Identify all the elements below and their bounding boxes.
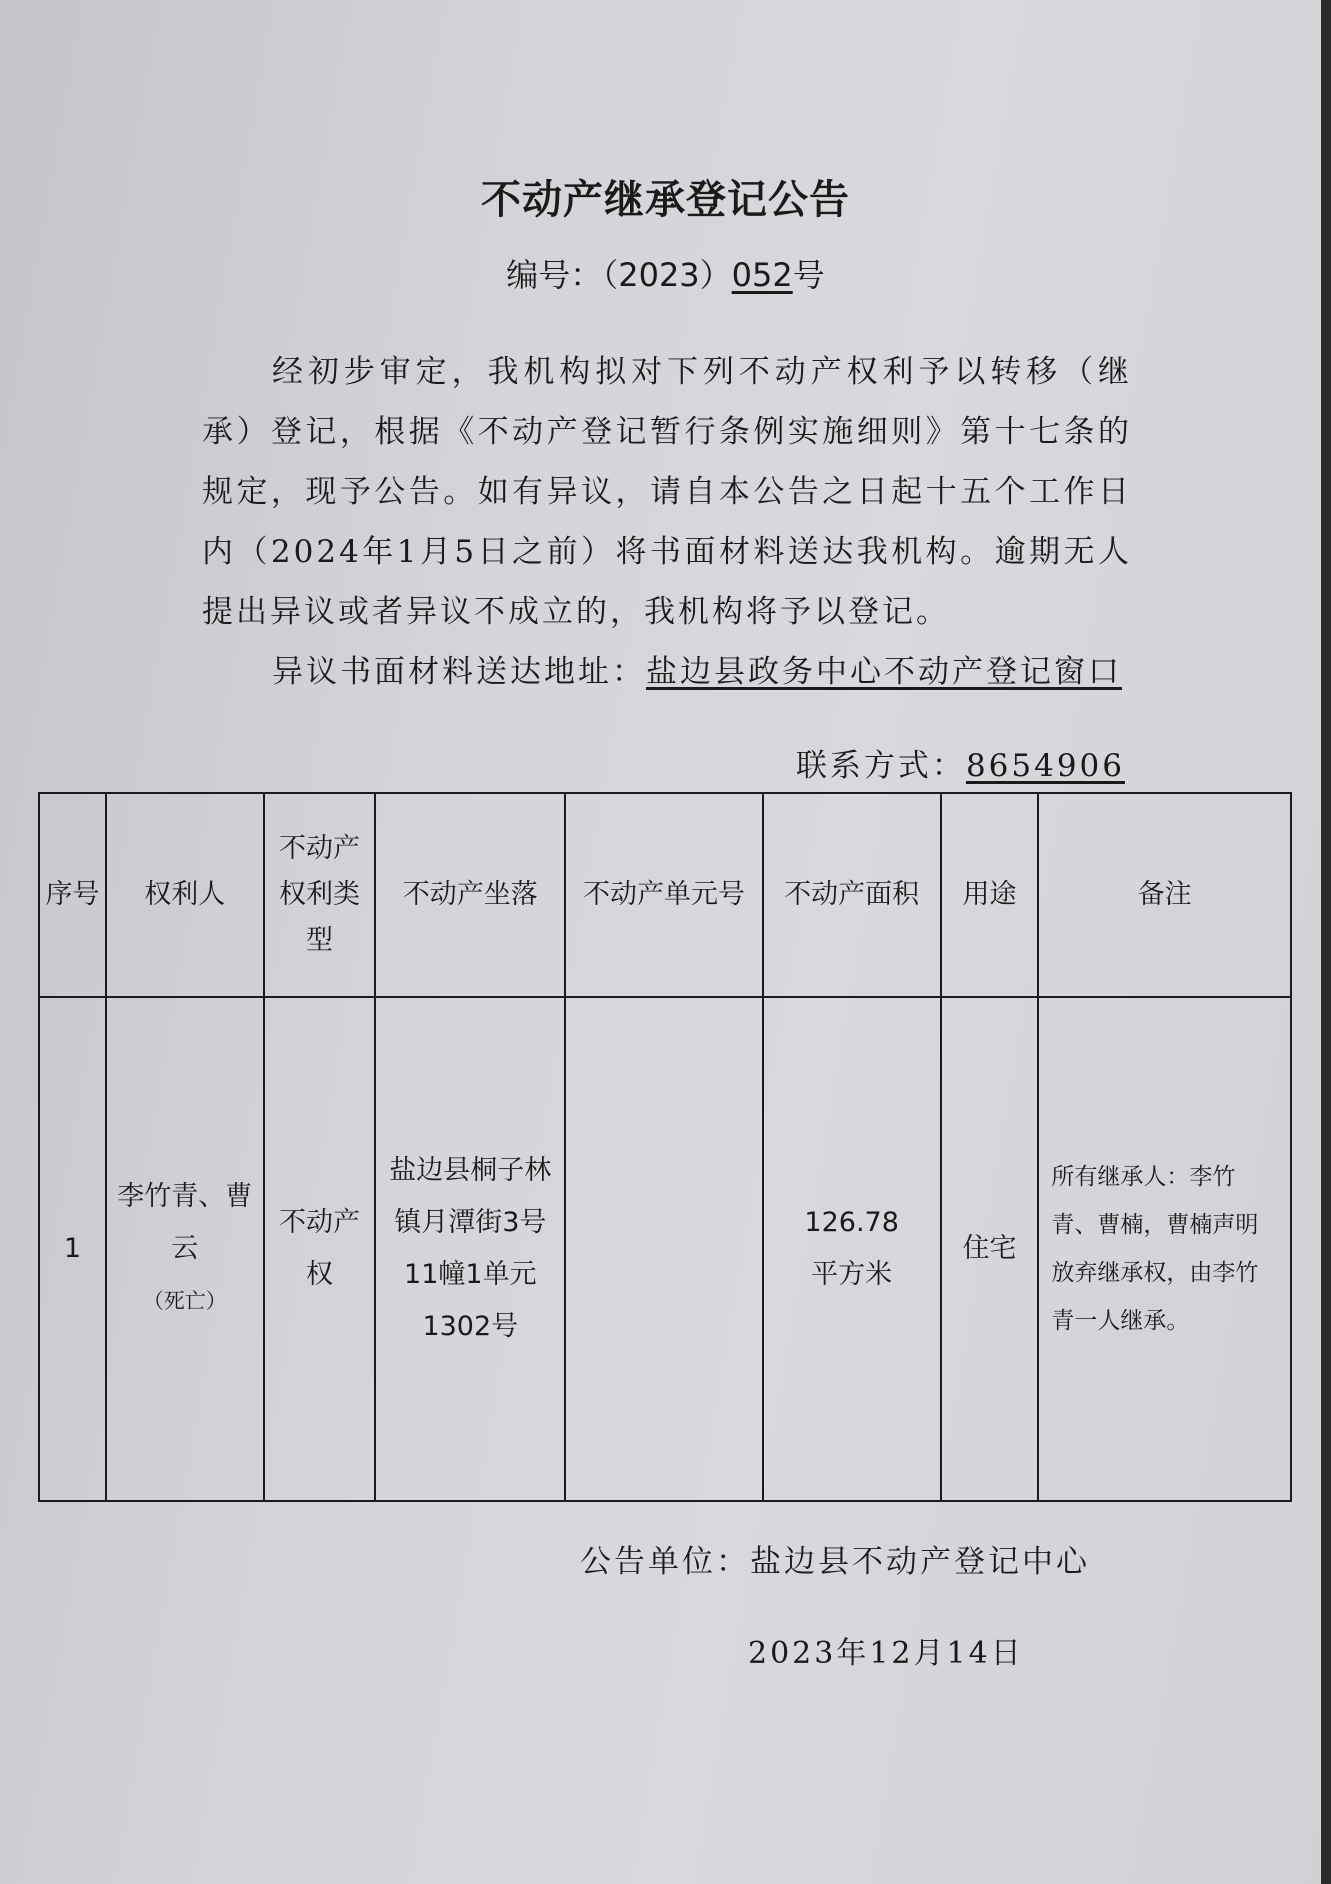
notice-title: 不动产继承登记公告 [481,177,850,223]
contact-label: 联系方式： [795,748,966,784]
area-unit: 平方米 [811,1259,893,1290]
notice-number [0,250,1331,296]
header-holder: 权利人 [106,793,264,997]
table-header-row [39,793,1291,997]
notice-number-suffix: 号 [792,256,825,294]
notice-number-value: 052 [731,256,793,294]
header-remark: 备注 [1038,793,1291,997]
header-area: 不动产面积 [763,793,941,997]
issuing-unit-name: 盐边县不动产登记中心 [750,1544,1090,1580]
header-seq: 序号 [39,793,106,997]
header-right-type: 不动产权利类型 [264,793,376,997]
holder-names: 李竹青、曹云 [117,1181,253,1264]
table-row [39,997,1291,1501]
property-table [38,792,1292,1502]
cell-location: 盐边县桐子林镇月潭街3号11幢1单元1302号 [375,997,565,1501]
holder-deceased-note: （死亡） [142,1289,227,1313]
cell-area [763,997,941,1501]
cell-holder [106,997,264,1501]
cell-right-type: 不动产权 [264,997,376,1501]
area-value: 126.78 [804,1207,899,1238]
issue-date: 2023年12月14日 [748,1636,1024,1671]
cell-unit-no [565,997,763,1501]
notice-paragraph: 经初步审定，我机构拟对下列不动产权利予以转移（继承）登记，根据《不动产登记暂行条例实施细则》第十七条的规定，现予公告。如有异议，请自本公告之日起十五个工作日内（2024年1月5日之前）将书面材料送达我机构。逾期无人提出异议或者异议不成立的，我机构将予以登记。 [202,354,1132,630]
objection-address-label: 异议书面材料送达地址： [272,654,646,690]
objection-address-value: 盐边县政务中心不动产登记窗口 [646,654,1122,690]
contact-line [760,740,1125,785]
header-unit-no: 不动产单元号 [565,793,763,997]
cell-remark: 所有继承人：李竹青、曹楠，曹楠声明放弃继承权，由李竹青一人继承。 [1038,997,1291,1501]
objection-address [202,642,1132,702]
cell-usage: 住宅 [941,997,1039,1501]
notice-number-prefix: 编号：（2023） [506,256,732,294]
cell-seq: 1 [39,997,106,1501]
header-usage: 用途 [941,793,1039,997]
issuing-unit [580,1536,1090,1581]
contact-value: 8654906 [965,748,1125,784]
header-location: 不动产坐落 [375,793,565,997]
notice-body [202,342,1132,702]
issuing-unit-label: 公告单位： [580,1544,750,1580]
